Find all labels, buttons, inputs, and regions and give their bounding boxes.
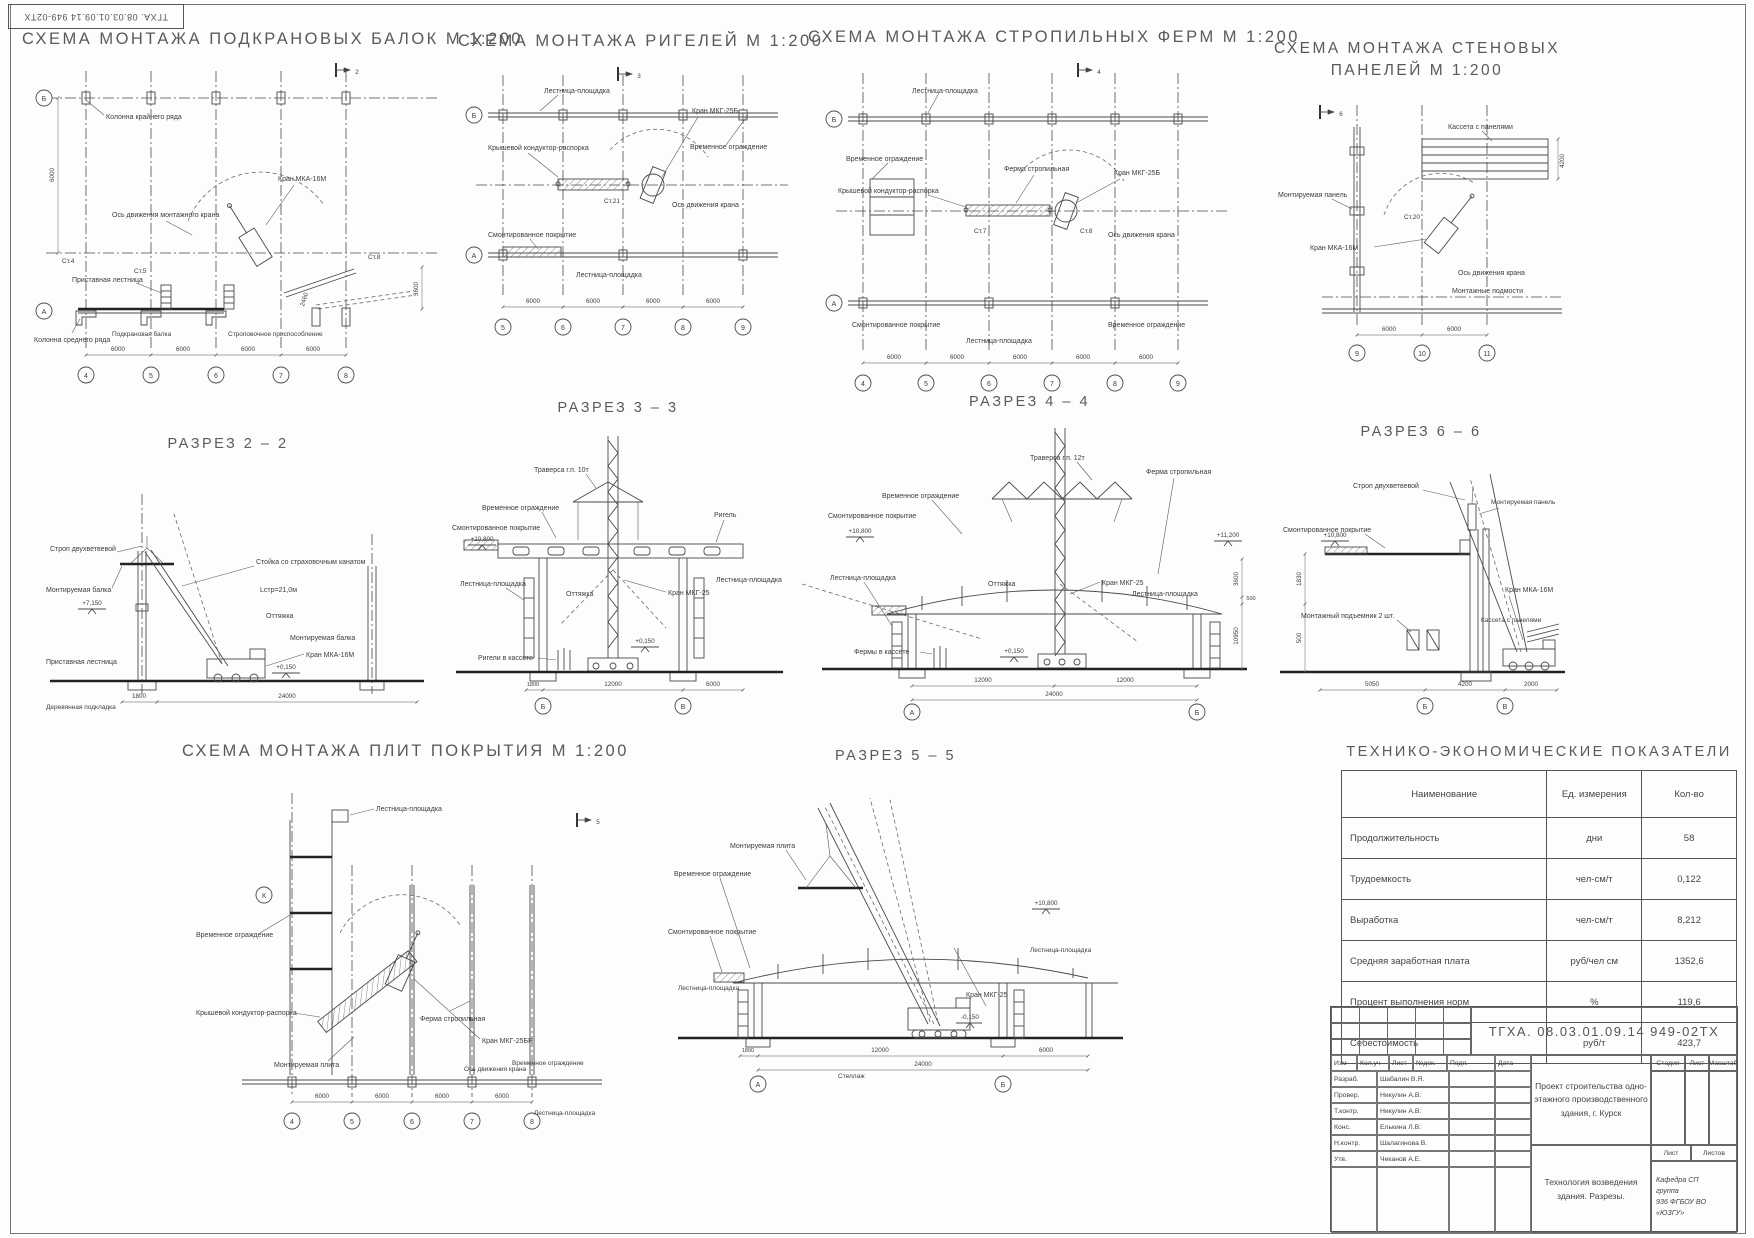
panel-section-2-2 xyxy=(22,436,434,724)
label-stand2: Ст.5 xyxy=(134,268,147,275)
label-ladder: Лестница-площадка xyxy=(1030,947,1092,954)
structure xyxy=(1280,529,1565,681)
svg-text:Б: Б xyxy=(1194,710,1200,717)
svg-text:7: 7 xyxy=(279,373,283,380)
svg-text:Б: Б xyxy=(1422,704,1428,711)
panel-scheme-wall-panels xyxy=(1262,38,1572,367)
elevation-marks xyxy=(1321,532,1349,546)
svg-text:6000: 6000 xyxy=(645,298,661,305)
organization: Кафедра СП группа 936 ФГБОУ ВО «ЮЗГУ» xyxy=(1651,1161,1737,1233)
label-fence: Временное ограждение xyxy=(882,493,960,500)
label-stand: Стойка со страховочным канатом xyxy=(256,559,366,566)
section-cut-marker xyxy=(1320,105,1343,119)
section-cut-marker xyxy=(618,67,641,81)
label-ladder: Лестница-площадка xyxy=(830,575,896,582)
columns xyxy=(76,92,350,326)
panel-section-4-4 xyxy=(802,394,1257,720)
dimension-lines xyxy=(122,693,417,702)
svg-text:12000: 12000 xyxy=(974,677,992,684)
svg-text:6000: 6000 xyxy=(886,354,902,361)
label-ladder2: Лестница-площадка xyxy=(1132,591,1198,598)
label-truss: Ферма стропильная xyxy=(420,1016,486,1023)
label-truss: Ферма стропильная xyxy=(1146,469,1212,476)
svg-text:3600: 3600 xyxy=(1233,571,1240,587)
label-panel: Монтируемая панель xyxy=(1491,499,1556,506)
sig-row: Н.контр. Шалагинова В. xyxy=(1331,1135,1531,1151)
svg-text:1800: 1800 xyxy=(131,693,147,700)
label-strop: Строп двухветвевой xyxy=(1353,483,1419,490)
svg-text:6000: 6000 xyxy=(110,346,126,353)
panel-cassette xyxy=(1422,139,1548,179)
svg-text:6000: 6000 xyxy=(705,681,721,688)
sig-row: Т.контр. Никулин А.В. xyxy=(1331,1103,1531,1119)
svg-text:Б: Б xyxy=(41,96,47,103)
svg-text:3: 3 xyxy=(637,73,641,80)
section-title-5-5: РАЗРЕЗ 5 – 5 xyxy=(834,748,957,764)
svg-text:6000: 6000 xyxy=(585,298,601,305)
grid-bubbles xyxy=(750,1076,1011,1092)
label-conductor: Крышевой кондуктор-распорка xyxy=(838,188,939,195)
panel-section-3-3 xyxy=(438,400,798,716)
label-fence: Временное ограждение xyxy=(846,156,924,163)
label-cassette: Фермы в кассете xyxy=(854,649,910,656)
svg-text:+0,150: +0,150 xyxy=(635,638,655,645)
columns xyxy=(678,983,1123,1047)
sig-row: Утв. Чеканов А.Е. xyxy=(1331,1151,1531,1167)
label-crane: Кран МКГ-25Б xyxy=(1114,170,1161,177)
label-conductor: Крышевой кондуктор-распорка xyxy=(196,1010,297,1017)
label-crane: Кран МКА-16М xyxy=(1505,587,1554,594)
drawing-wall-panels xyxy=(1262,87,1572,367)
label-crane: Кран МКГ-25 xyxy=(1102,580,1144,587)
svg-text:12000: 12000 xyxy=(871,1047,889,1054)
svg-text:4200: 4200 xyxy=(1457,681,1473,688)
svg-text:12000: 12000 xyxy=(604,681,622,688)
svg-text:В: В xyxy=(1502,704,1508,711)
label-ladder2: Лестница-площадка xyxy=(716,577,782,584)
grid-bubbles xyxy=(904,704,1205,720)
label-cassette: Ригели в кассете xyxy=(478,655,534,662)
panel-title-roof-slabs: СХЕМА МОНТАЖА ПЛИТ ПОКРЫТИЯ М 1:200 xyxy=(182,742,629,760)
svg-text:2: 2 xyxy=(355,69,359,76)
label-crane: Кран МКГ-25БР xyxy=(482,1038,533,1045)
panel-title-girders: СХЕМА МОНТАЖА РИГЕЛЕЙ М 1:200 xyxy=(458,32,824,50)
svg-text:6: 6 xyxy=(214,373,218,380)
label-stand: Ст.21 xyxy=(604,198,620,205)
label-stand: Ст.20 xyxy=(1404,213,1420,221)
svg-text:2460: 2460 xyxy=(299,291,311,308)
label-girder: Ригель xyxy=(714,512,737,519)
svg-text:-0,150: -0,150 xyxy=(961,1014,979,1021)
svg-text:8: 8 xyxy=(530,1119,534,1126)
panel-scheme-crane-beams xyxy=(16,30,523,398)
label-stand1: Ст.7 xyxy=(974,228,987,235)
table-row: Выработка чел-см/т 8,212 xyxy=(1342,900,1737,941)
svg-text:5050: 5050 xyxy=(1364,681,1380,688)
drawing-girders xyxy=(458,55,803,355)
svg-text:А: А xyxy=(755,1082,761,1089)
label-crane-axis: Ось движения крана xyxy=(672,202,739,209)
crane-symbol xyxy=(340,895,460,992)
dimension-lines xyxy=(740,1047,1088,1070)
section-cut-marker xyxy=(1078,63,1101,77)
label-ladder: Лестница-площадка xyxy=(544,88,610,95)
label-stand3: Ст.8 xyxy=(368,254,381,261)
grid-bubbles xyxy=(826,111,1186,391)
table-row: Средняя заработная плата руб/чел см 1352,6 xyxy=(1342,941,1737,982)
svg-text:4: 4 xyxy=(84,373,88,380)
tech-econ-title: ТЕХНИКО-ЭКОНОМИЧЕСКИЕ ПОКАЗАТЕЛИ xyxy=(1346,744,1732,760)
svg-text:1830: 1830 xyxy=(1296,571,1303,587)
section-cut-marker xyxy=(336,63,359,77)
label-crane: Кран МКГ-25 xyxy=(966,992,1008,999)
svg-text:3600: 3600 xyxy=(413,281,420,297)
label-boom-length: Lстр=21,0м xyxy=(260,587,298,594)
girder-beam xyxy=(464,540,743,558)
svg-text:500: 500 xyxy=(1246,596,1256,602)
table-row: Продолжительность дни 58 xyxy=(1342,818,1737,859)
section-title-3-3: РАЗРЕЗ 3 – 3 xyxy=(557,400,679,416)
table-row: Трудоемкость чел-см/т 0,122 xyxy=(1342,859,1737,900)
svg-text:А: А xyxy=(831,301,837,308)
sig-row: Разраб. Шабалин В.Я. xyxy=(1331,1071,1531,1087)
traverse xyxy=(992,482,1132,522)
svg-text:5: 5 xyxy=(501,325,505,332)
svg-text:+10,800: +10,800 xyxy=(1034,900,1058,907)
grid-bubbles xyxy=(535,698,691,714)
svg-text:6: 6 xyxy=(1339,110,1343,118)
columns xyxy=(822,606,1247,678)
label-scaffold: Монтажные подмости xyxy=(1452,287,1524,295)
grid-axes xyxy=(46,71,438,349)
svg-text:+10,800: +10,800 xyxy=(848,528,872,535)
label-beam2: Монтируемая балка xyxy=(290,635,356,642)
label-fence: Временное ограждение xyxy=(196,932,274,939)
label-edge-column: Колонна крайнего ряда xyxy=(106,114,182,121)
svg-text:7: 7 xyxy=(1050,381,1054,388)
svg-text:9: 9 xyxy=(1176,381,1180,388)
col-header-qty: Кол-во xyxy=(1642,771,1737,818)
table-row: Процент выполнения норм % 119,6 xyxy=(1342,982,1737,1023)
label-beam: Монтируемая балка xyxy=(46,587,112,594)
dimension-lines xyxy=(1357,139,1566,335)
panel-section-5-5 xyxy=(658,748,1133,1098)
callout-labels xyxy=(838,88,1185,345)
label-stand2: Ст.8 xyxy=(1080,228,1093,235)
svg-text:12000: 12000 xyxy=(1116,677,1134,684)
panel-title-crane-beams: СХЕМА МОНТАЖА ПОДКРАНОВЫХ БАЛОК М 1:200 xyxy=(22,30,523,48)
girder-being-installed xyxy=(556,179,630,190)
label-crane-axis: Ось движения крана xyxy=(464,1066,527,1073)
svg-text:4: 4 xyxy=(861,381,865,388)
crane-symbol xyxy=(1384,173,1480,253)
dimension-lines xyxy=(863,354,1178,363)
label-rack: Стеллаж xyxy=(838,1073,865,1080)
svg-text:6000: 6000 xyxy=(175,346,191,353)
drawing-trusses xyxy=(808,51,1248,399)
label-beam: Подкрановая балка xyxy=(112,331,172,338)
label-ladder2: Лестница-площадка xyxy=(576,272,642,279)
svg-text:24000: 24000 xyxy=(278,693,296,700)
svg-text:6000: 6000 xyxy=(949,354,965,361)
crane-mast xyxy=(588,436,638,671)
cassette-stack xyxy=(1527,624,1559,642)
svg-text:6000: 6000 xyxy=(1038,1047,1054,1054)
svg-text:6000: 6000 xyxy=(1446,325,1462,333)
col-header-unit: Ед. измерения xyxy=(1547,771,1642,818)
cassette-stack xyxy=(558,648,570,670)
label-crane-axis: Ось движения крана xyxy=(1108,232,1175,239)
panel-title-wall-panels: СХЕМА МОНТАЖА СТЕНОВЫХ ПАНЕЛЕЙ М 1:200 xyxy=(1273,40,1561,80)
sig-row-empty xyxy=(1331,1167,1531,1233)
corner-stamp xyxy=(8,4,184,29)
dimension-lines xyxy=(49,98,422,355)
label-fence: Временное ограждение xyxy=(674,871,752,878)
section-title-2-2: РАЗРЕЗ 2 – 2 xyxy=(167,436,289,452)
callout-labels xyxy=(46,545,366,711)
svg-text:6000: 6000 xyxy=(1381,325,1397,333)
svg-text:+10,800: +10,800 xyxy=(1323,532,1347,539)
svg-text:24000: 24000 xyxy=(1045,691,1063,698)
svg-text:9: 9 xyxy=(1355,350,1359,358)
label-cassette: Кассета с панелями xyxy=(1448,123,1513,131)
svg-text:А: А xyxy=(909,710,915,717)
svg-text:5: 5 xyxy=(350,1119,354,1126)
callout-labels xyxy=(1283,482,1556,640)
dimension-lines xyxy=(526,681,743,690)
callout-labels xyxy=(1278,124,1525,295)
svg-text:Б: Б xyxy=(471,113,477,120)
label-traverse: Траверса г.п. 10т xyxy=(534,467,589,474)
label-plate: Монтируемая плита xyxy=(274,1062,340,1069)
label-traverse: Траверса г.п. 12т xyxy=(1030,455,1085,462)
svg-text:4: 4 xyxy=(1097,69,1101,76)
label-strop: Строп двухветвевой xyxy=(50,546,116,553)
callout-labels xyxy=(452,467,782,662)
svg-text:4200: 4200 xyxy=(1559,153,1566,168)
svg-text:А: А xyxy=(471,253,477,260)
svg-text:6000: 6000 xyxy=(374,1093,390,1100)
corner-stamp-code: ТГХА. 08.03.01.09.14 949-02ТХ xyxy=(24,11,168,22)
sig-row: Провер. Никулин А.В. xyxy=(1331,1087,1531,1103)
org-grid: Лист Листов Кафедра СП группа 936 ФГБОУ ВО «ЮЗГУ» xyxy=(1651,1145,1737,1233)
sig-row: Конс. Елькина Л.В. xyxy=(1331,1119,1531,1135)
svg-text:2000: 2000 xyxy=(1523,681,1539,688)
svg-text:10: 10 xyxy=(1418,350,1426,358)
installed-roof-hatch xyxy=(503,247,561,257)
svg-text:6000: 6000 xyxy=(705,298,721,305)
svg-text:6: 6 xyxy=(561,325,565,332)
svg-text:6000: 6000 xyxy=(1075,354,1091,361)
label-fence: Временное ограждение xyxy=(690,144,768,151)
svg-text:9: 9 xyxy=(741,325,745,332)
svg-text:5: 5 xyxy=(596,819,600,826)
title-block xyxy=(1330,1006,1738,1232)
svg-text:5: 5 xyxy=(149,373,153,380)
label-panel: Монтируемая панель xyxy=(1278,191,1348,199)
label-roof: Смонтированное покрытие xyxy=(668,929,757,936)
svg-text:6000: 6000 xyxy=(240,346,256,353)
label-ladder: Лестница-площадка xyxy=(460,581,526,588)
crane-symbol xyxy=(610,129,708,203)
dimension-lines xyxy=(503,298,743,307)
svg-text:1800: 1800 xyxy=(741,1048,755,1054)
label-guy: Оттяжка xyxy=(266,613,294,620)
svg-text:10950: 10950 xyxy=(1233,627,1240,645)
crane-symbol xyxy=(188,172,327,266)
elevation-marks xyxy=(78,600,300,678)
svg-text:+0,150: +0,150 xyxy=(1004,648,1024,655)
label-truss: Ферма стропильная xyxy=(1004,166,1070,173)
label-roof: Смонтированное покрытие xyxy=(828,513,917,520)
svg-text:+11,200: +11,200 xyxy=(1216,532,1240,539)
drawing-section-5-5 xyxy=(658,768,1133,1098)
svg-text:Б: Б xyxy=(1000,1082,1006,1089)
svg-text:А: А xyxy=(41,309,47,316)
ladder-symbols xyxy=(161,285,234,309)
drawing-roof-slabs xyxy=(182,765,627,1137)
label-ladder: Лестница-площадка xyxy=(912,88,978,95)
label-ladder2: Лестница-площадка xyxy=(966,338,1032,345)
svg-text:+10,800: +10,800 xyxy=(470,536,494,543)
label-crane: Кран МКГ-25Б xyxy=(692,108,739,115)
fence-grid xyxy=(290,810,348,1075)
svg-text:8: 8 xyxy=(344,373,348,380)
panel-title-trusses: СХЕМА МОНТАЖА СТРОПИЛЬНЫХ ФЕРМ М 1:200 xyxy=(808,28,1300,46)
label-mid-column: Колонна среднего ряда xyxy=(34,337,111,344)
label-crane-axis: Ось движения крана xyxy=(1458,269,1525,277)
lifted-beam xyxy=(120,536,174,564)
label-roof: Смонтированное покрытие xyxy=(452,525,541,532)
table-header-row xyxy=(1342,771,1737,818)
dimension-lines xyxy=(912,559,1256,700)
drawing-section-6-6 xyxy=(1265,444,1577,719)
drawing-section-4-4 xyxy=(802,414,1257,720)
callout-labels xyxy=(668,843,1092,1080)
label-guy: Оттяжка xyxy=(988,581,1016,588)
drawing-section-2-2 xyxy=(22,456,434,724)
truss-being-installed xyxy=(964,205,1052,216)
revision-grid xyxy=(1331,1007,1471,1055)
svg-text:6000: 6000 xyxy=(494,1093,510,1100)
label-plate: Монтируемая плита xyxy=(730,843,796,850)
crane-symbol xyxy=(145,514,265,682)
svg-text:6: 6 xyxy=(410,1119,414,1126)
svg-text:6000: 6000 xyxy=(305,346,321,353)
svg-text:8: 8 xyxy=(681,325,685,332)
svg-text:+0,150: +0,150 xyxy=(276,664,296,671)
section-title-6-6: РАЗРЕЗ 6 – 6 xyxy=(1360,424,1482,440)
label-fence2: Временное ограждение xyxy=(1108,322,1186,329)
svg-text:6000: 6000 xyxy=(49,167,56,183)
svg-text:7: 7 xyxy=(621,325,625,332)
panel-scheme-trusses xyxy=(808,28,1300,399)
svg-text:500: 500 xyxy=(1296,632,1303,644)
svg-text:6000: 6000 xyxy=(1138,354,1154,361)
svg-text:6000: 6000 xyxy=(434,1093,450,1100)
svg-text:Б: Б xyxy=(831,117,837,124)
label-stand1: Ст.4 xyxy=(62,258,75,265)
label-pad: Деревянная подкладка xyxy=(46,704,116,711)
svg-text:Б: Б xyxy=(540,704,546,711)
panel-scheme-roof-slabs xyxy=(182,742,627,1137)
label-crane: Кран МКА-16М xyxy=(306,652,355,659)
signature-rows xyxy=(1331,1071,1531,1233)
label-crane: Кран МКА-16М xyxy=(1310,244,1359,252)
svg-text:К: К xyxy=(261,893,267,900)
section-cut-marker xyxy=(577,813,600,827)
label-roof: Смонтированное покрытие xyxy=(852,322,941,329)
hoists xyxy=(1407,630,1439,650)
svg-text:В: В xyxy=(680,704,686,711)
crane-symbol xyxy=(1020,150,1124,229)
label-ladder: Лестница-площадка xyxy=(376,806,442,813)
bottom-wall xyxy=(242,1077,602,1087)
svg-text:4: 4 xyxy=(290,1119,294,1126)
label-crane-axis: Ось движения монтажного крана xyxy=(112,212,220,219)
sheet-doc-title: Технология возведения здания. Разрезы. xyxy=(1531,1145,1651,1233)
label-ladder: Приставная лестница xyxy=(72,277,143,284)
label-ladder2: Лестница-площадка xyxy=(678,985,740,992)
label-ladder2: Лестница-площадка xyxy=(534,1110,596,1117)
svg-text:6: 6 xyxy=(987,381,991,388)
cassette-stack xyxy=(934,646,946,668)
svg-text:11: 11 xyxy=(1483,350,1491,358)
drawing-section-3-3 xyxy=(438,420,798,716)
label-sling: Строповочное приспособление xyxy=(228,331,323,338)
label-conductor: Крышевой кондуктор-распорка xyxy=(488,145,589,152)
project-name: Проект строительства одно- этажного производственного здания, г. Курск xyxy=(1531,1055,1651,1145)
label-roof: Смонтированное покрытие xyxy=(488,232,577,239)
svg-text:+7,150: +7,150 xyxy=(82,600,102,607)
signature-header: Изм Кол.уч Лист №док. Подп. Дата xyxy=(1331,1055,1531,1071)
label-hoist: Монтажный подъемник 2 шт. xyxy=(1301,613,1395,620)
svg-text:24000: 24000 xyxy=(914,1061,932,1068)
label-cassette: Кассета с панелями xyxy=(1481,617,1542,624)
section-title-4-4: РАЗРЕЗ 4 – 4 xyxy=(968,394,1091,410)
label-roof: Смонтированное покрытие xyxy=(1283,527,1372,534)
panel-section-6-6 xyxy=(1265,424,1577,719)
grid-bubbles xyxy=(1349,345,1495,361)
svg-text:7: 7 xyxy=(470,1119,474,1126)
grid-bubbles xyxy=(1417,698,1513,714)
svg-text:1800: 1800 xyxy=(526,682,540,688)
svg-text:6000: 6000 xyxy=(525,298,541,305)
label-guy: Оттяжка xyxy=(566,591,594,598)
drawing-crane-beams xyxy=(16,53,452,398)
label-crane: Кран МКГ-25 xyxy=(668,590,710,597)
label-fence2: Временное ограждение xyxy=(512,1060,584,1067)
svg-text:6000: 6000 xyxy=(314,1093,330,1100)
lifted-panel xyxy=(1468,504,1476,530)
lifted-plate xyxy=(798,824,863,888)
svg-text:5: 5 xyxy=(924,381,928,388)
label-crane: Кран МКА-16М xyxy=(278,176,327,183)
panel-scheme-girders xyxy=(458,32,824,355)
crane-boom xyxy=(818,798,970,1038)
col-header-name: Наименование xyxy=(1342,771,1547,818)
document-code: ТГХА. 08.03.01.09.14 949-02ТХ xyxy=(1471,1007,1737,1055)
svg-text:8: 8 xyxy=(1113,381,1117,388)
label-ladder: Приставная лестница xyxy=(46,659,117,666)
table-row: Себестоимость руб/т 423,7 xyxy=(1342,1023,1737,1064)
label-fence: Временное ограждение xyxy=(482,505,560,512)
svg-text:6000: 6000 xyxy=(1012,354,1028,361)
callout-labels xyxy=(828,455,1211,656)
stage-grid: Стадия Лист Масштаб xyxy=(1651,1055,1737,1145)
grid-axes xyxy=(476,75,788,297)
